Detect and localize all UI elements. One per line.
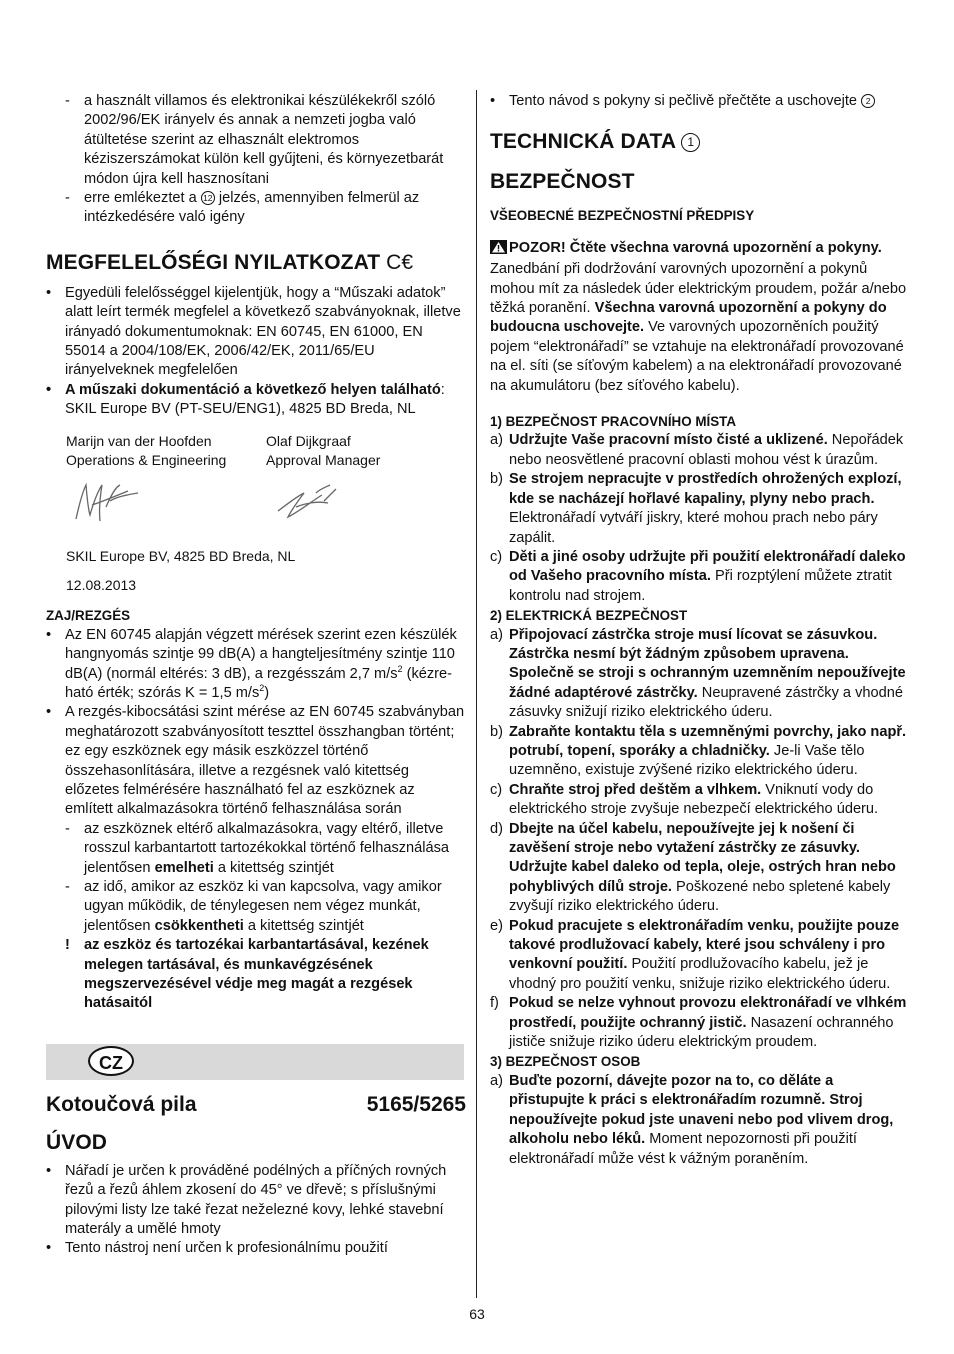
list-item: b) Zabraňte kontaktu těla s uzemněnými povrchy, jako např. potrubí, topení, sporáky a chladničky. Je-li Vaše tělo uzemněno, existuje zvýšené riziko elektrického úderu. bbox=[490, 723, 907, 779]
signatory-role: Operations & Engineering bbox=[66, 452, 227, 469]
list-item: • Tento nástroj není určen k profesionálnímu použití bbox=[46, 1240, 388, 1257]
subsection-title-electrical: 2) ELEKTRICKÁ BEZPEČNOST bbox=[490, 608, 688, 624]
list-item: • Tento návod s pokyny si pečlivě přečtěte a uschovejte 2 bbox=[490, 92, 910, 111]
warning-triangle-icon bbox=[490, 240, 507, 260]
signatory-name: Marijn van der Hoofden bbox=[66, 432, 212, 449]
signatory-name: Olaf Dijkgraaf bbox=[266, 432, 351, 449]
list-item: d) Dbejte na účel kabelu, nepoužívejte jej k nošení či zavěšení stroje nebo vytažení zástrčky ze zásuvky. Udržujte kabel daleko od tepla, oleje, ostrých hran nebo pohyblivých dílů stroje. Poškozené nebo spletené kabely zvyšují riziko elektrického úderu. bbox=[490, 820, 896, 915]
left-column bbox=[46, 92, 466, 1259]
ce-mark-icon: C€ bbox=[386, 250, 414, 274]
list-item: a) Udržujte Vaše pracovní místo čisté a uklizené. Nepořádek nebo neosvětlené pracovní oblasti mohou vést k úrazům. bbox=[490, 432, 904, 468]
warning-paragraph: POZOR! Čtěte všechna varovná upozornění a pokyny. Zanedbání při dodržování varovných upozornění a pokynů mohou mít za následek úder elektrickým proudem, požár a/nebo těžká poranění. Všechna varovná upozornění a pokyny do budoucna uschovejte. Ve varovných upozorněních použitý pojem “elektronářadí” se vztahuje na elektronářadí provozované na el. síti (se síťovým kabelem) a na elektronářadí provozované na akumulátoru (bez síťového kabelu). bbox=[490, 239, 907, 394]
list-item: • A műszaki dokumentáció a következő helyen található: SKIL Europe BV (PT-SEU/ENG1), 4825 BD Breda, NL bbox=[46, 381, 445, 418]
language-bar bbox=[46, 1044, 464, 1080]
list-item: c) Chraňte stroj před deštěm a vlhkem. Vniknutí vody do elektrického stroje zvyšuje nebezpečí elektrického úderu. bbox=[490, 781, 879, 818]
list-item: a) Připojovací zástrčka stroje musí lícovat se zásuvkou. Zástrčka nesmí být žádným způsobem upravena. Společně se stroji s ochranným uzemněním nepoužívejte žádné adaptérové zástrčky. Neupravené zástrčky a vhodné zásuvky snižují riziko elektrického úderu. bbox=[490, 626, 906, 721]
section-title-intro: ÚVOD bbox=[46, 1130, 108, 1154]
subsection-title-workplace: 1) BEZPEČNOST PRACOVNÍHO MÍSTA bbox=[490, 414, 737, 430]
signatory-role: Approval Manager bbox=[266, 452, 381, 469]
section-title-safety: BEZPEČNOST bbox=[490, 170, 635, 194]
language-badge: CZ bbox=[88, 1046, 134, 1076]
product-heading bbox=[46, 1092, 466, 1118]
section-title-conformity: MEGFELELŐSÉGI NYILATKOZAT C€ bbox=[46, 250, 414, 274]
circled-number-2: 2 bbox=[861, 94, 875, 108]
subsection-title-personal: 3) BEZPEČNOST OSOB bbox=[490, 1054, 641, 1070]
column-divider bbox=[476, 90, 477, 1298]
list-item: f) Pokud se nelze vyhnout provozu elektronářadí ve vlhkém prostředí, použijte ochranný jistič. Nasazení ochranného jističe snižuje riziko úderu elektrickým proudem. bbox=[490, 995, 907, 1051]
list-item: a) Buďte pozorní, dávejte pozor na to, co děláte a přistupujte k práci s elektronářadím rozumně. Stroj nepoužívejte pokud jste unaveni nebo pod vlivem drog, alkoholu nebo léků. Moment nepozornosti při použití elektronářadí může vést k vážným poraněním. bbox=[490, 1072, 894, 1167]
warning-item: ! az eszköz és tartozékai karbantartásával, kezének melegen tartásával, és munkavégzésének megszervezésével védje meg magát a rezgések hatásaitól bbox=[65, 937, 429, 1012]
list-item: b) Se strojem nepracujte v prostředích ohrožených explozí, kde se nacházejí hořlavé kapaliny, plyny nebo prach. Elektronářadí vytváří jiskry, které mohou prach nebo páry zapálit. bbox=[490, 471, 902, 546]
list-item: c) Děti a jiné osoby udržujte při použití elektronářadí daleko od Vašeho pracovního místa. Při rozptýlení můžete ztratit kontrolu nad strojem. bbox=[490, 548, 906, 604]
list-item: • Nářadí je určen k prováděné podélných a příčných rovných řezů a řezů áhlem zkosení do 45° ve dřevě; s příslušnými pilovými listy lze také řezat neželezné kovy, lehké stavební materály a umělé hmoty bbox=[46, 1162, 447, 1238]
list-item: - az idő, amikor az eszköz ki van kapcsolva, vagy amikor ugyan működik, de ténylegesen nem végez munkát, jelentősen csökkentheti a kitettség szintjét bbox=[65, 879, 442, 934]
product-model: 5165/5265 bbox=[366, 1092, 466, 1116]
circled-number-1: 1 bbox=[681, 133, 700, 152]
page-number: 63 bbox=[469, 1306, 485, 1322]
signatories bbox=[66, 432, 466, 471]
signature-2 bbox=[266, 471, 466, 541]
company-address: SKIL Europe BV, 4825 BD Breda, NL bbox=[66, 547, 296, 564]
section-title-tech-data: TECHNICKÁ DATA 1 bbox=[490, 129, 910, 155]
section-title-noise: ZAJ/REZGÉS bbox=[46, 608, 131, 624]
list-item: - a használt villamos és elektronikai készülékekről szóló 2002/96/EK irányelv és annak a nemzeti jogba való átültetése szerint az elhasznált elektromos kéziszerszámokat külön kell gyűjteni, és környezetbarát módon újra kell hasznosítani bbox=[65, 93, 444, 187]
list-item: • Az EN 60745 alapján végzett mérések szerint ezen készülék hangnyomás szintje 99 dB(A) a hangteljesítmény szintje 110 dB(A) (normál eltérés: 3 dB), a rezgésszám 2,7 $m/s^2$ (kézre-ható érték; szórás K = 1,5 $m/s^2$) bbox=[46, 626, 457, 701]
list-item: - erre emlékeztet a 12 jelzés, amennyiben felmerül az intézkedésére való igény bbox=[65, 190, 420, 226]
subsection-title-general: VŠEOBECNÉ BEZPEČNOSTNÍ PŘEDPISY bbox=[490, 208, 755, 224]
list-item: - az eszköznek eltérő alkalmazásokra, vagy eltérő, illetve rosszul karbantartott tartozékokkal történő felhasználása jelentősen emelheti a kitettség szintjét bbox=[65, 820, 450, 876]
signature-1 bbox=[66, 471, 266, 541]
product-name: Kotoučová pila bbox=[46, 1092, 197, 1116]
circled-number-12: 12 bbox=[201, 191, 215, 205]
list-item: e) Pokud pracujete s elektronářadím venku, použijte pouze takové prodlužovací kabely, které jsou schváleny i pro venkovní použití. Použití prodlužovacího kabelu, jež je vhodný pro použití venku, snižuje riziko elektrického úderu. bbox=[490, 917, 900, 992]
list-item: • Egyedüli felelősséggel kijelentjük, hogy a “Műszaki adatok” alatt leírt termék megfelel a következő szabványoknak, illetve irányadó dokumentumoknak: EN 60745, EN 61000, EN 55014 a 2004/108/EK, 2006/42/EK, 2011/65/EU irányelveknek megfelelően bbox=[46, 284, 461, 379]
right-column bbox=[490, 92, 910, 1169]
signature-date: 12.08.2013 bbox=[66, 576, 137, 593]
list-item: • A rezgés-kibocsátási szint mérése az EN 60745 szabványban meghatározott szabványosított teszttel összhangban történt; ez egy eszköznek egy másik eszközzel történő összehasonlítására, illetve a rezgésnek való kitettség előzetes felmérésére használható fel az eszköznek az említett alkalmazásokra történő felhasználása során bbox=[46, 704, 465, 818]
